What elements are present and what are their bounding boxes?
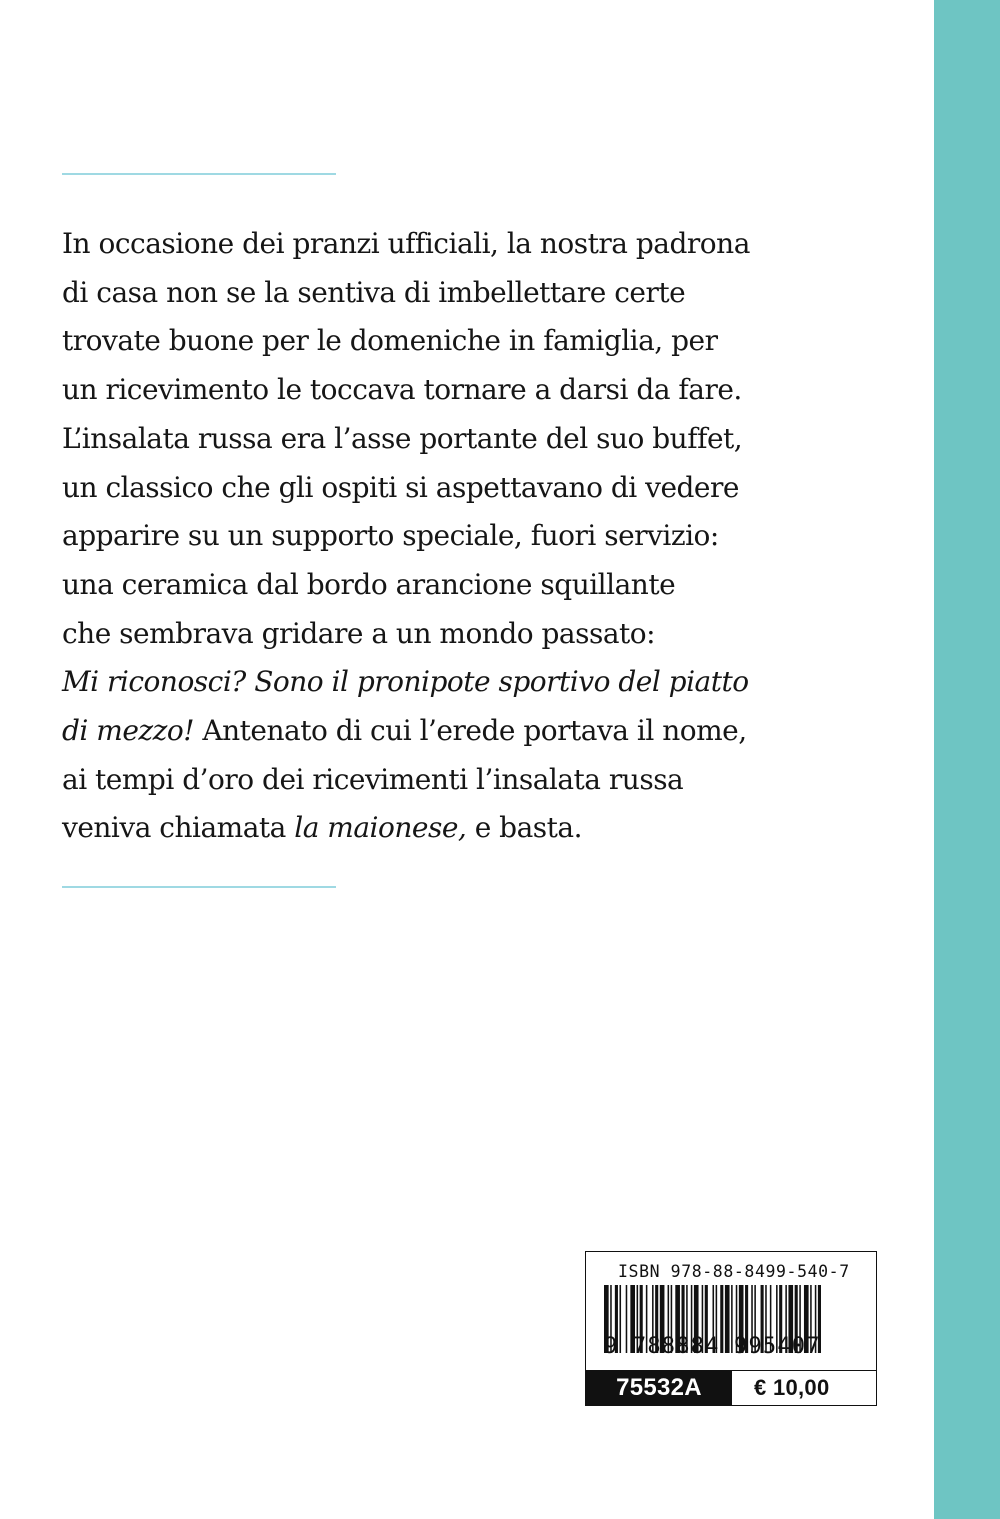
blurb-line xyxy=(62,269,822,318)
text-run: veniva chiamata xyxy=(62,811,295,845)
top-divider xyxy=(62,173,336,175)
text-run: ai tempi d’oro dei ricevimenti l’insalata russa xyxy=(62,762,684,796)
blurb-line xyxy=(62,464,822,513)
isbn-text: ISBN 978-88-8499-540-7 xyxy=(618,1262,850,1281)
text-run: e basta. xyxy=(466,811,583,845)
ean-digits: 9 788884 995407 xyxy=(604,1334,821,1359)
blurb-line xyxy=(62,220,822,269)
text-run: una ceramica dal bordo arancione squillante xyxy=(62,567,676,601)
back-cover-blurb xyxy=(62,220,822,853)
text-run: di casa non se la sentiva di imbellettare certe xyxy=(62,275,686,309)
text-run: trovate buone per le domeniche in famiglia, per xyxy=(62,324,718,358)
italic-text: la maionese, xyxy=(294,811,467,845)
text-run: un ricevimento le toccava tornare a darsi da fare. xyxy=(62,373,742,407)
blurb-line xyxy=(62,804,822,853)
blurb-line xyxy=(62,366,822,415)
spine-band xyxy=(934,0,1000,1519)
blurb-line xyxy=(62,512,822,561)
text-run: che sembrava gridare a un mondo passato: xyxy=(62,616,656,650)
italic-text: di mezzo! xyxy=(62,714,195,748)
barcode-label xyxy=(585,1251,877,1406)
text-run: L’insalata russa era l’asse portante del suo buffet, xyxy=(62,421,743,455)
blurb-line xyxy=(62,756,822,805)
text-run: un classico che gli ospiti si aspettavano di vedere xyxy=(62,470,739,504)
blurb-line xyxy=(62,561,822,610)
text-run: Antenato di cui l’erede portava il nome, xyxy=(194,714,747,748)
price-row xyxy=(586,1370,876,1405)
text-run: apparire su un supporto speciale, fuori servizio: xyxy=(62,519,719,553)
price: € 10,00 xyxy=(754,1375,830,1400)
italic-text: Mi riconosci? Sono il pronipote sportivo del piatto xyxy=(62,665,749,699)
blurb-line xyxy=(62,707,822,756)
blurb-line xyxy=(62,610,822,659)
bottom-divider xyxy=(62,886,336,888)
text-run: In occasione dei pranzi ufficiali, la nostra padrona xyxy=(62,227,750,260)
blurb-line xyxy=(62,317,822,366)
product-code: 75532A xyxy=(586,1371,732,1405)
blurb-line xyxy=(62,658,822,707)
blurb-line xyxy=(62,415,822,464)
